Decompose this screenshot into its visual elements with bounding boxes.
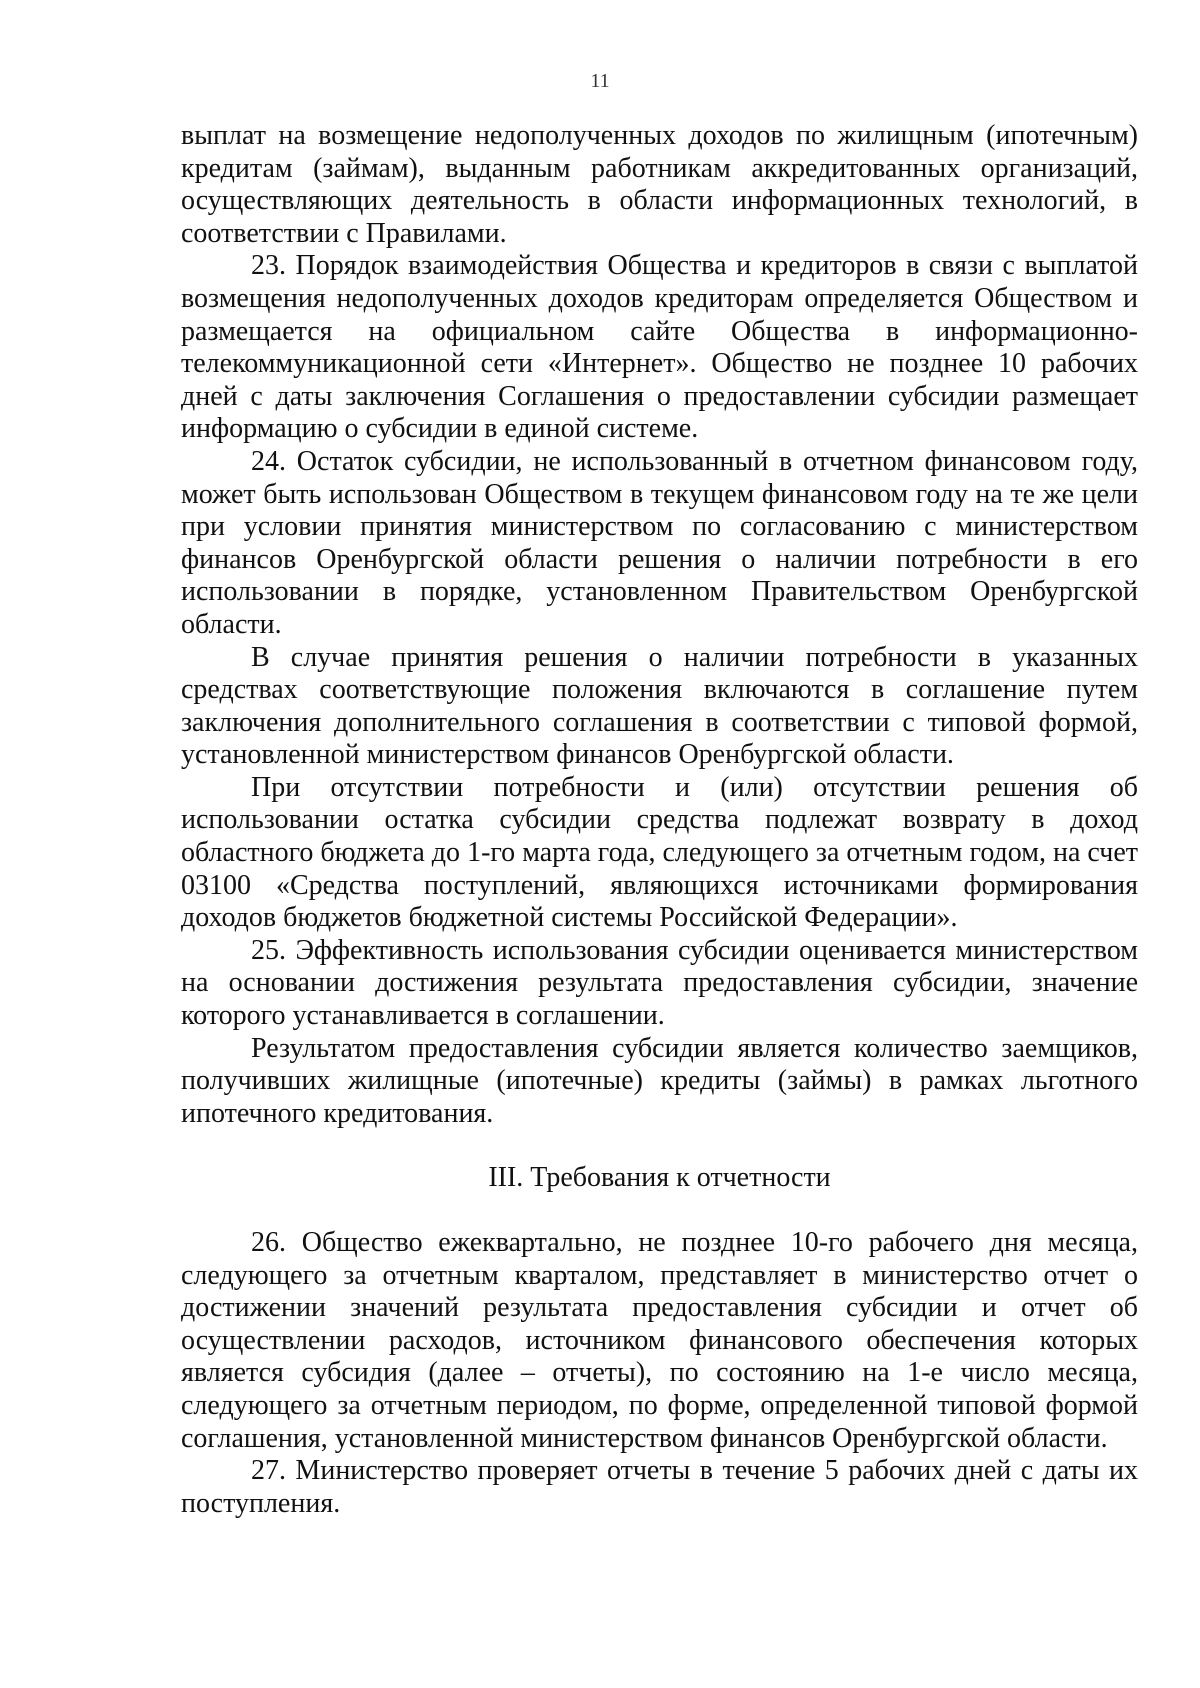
section-heading: III. Требования к отчетности	[488, 1162, 831, 1194]
paragraph-24-return: При отсутствии потребности и (или) отсутствии решения об использовании остатка субсидии средства подлежат возврату в доход областного бюджета до 1-го марта года, следующего за отчетным годом, на счет 03100 «Средства поступлений, являющихся источниками формирования доходов бюджетов бюджетной системы Российской Федерации».	[181, 771, 1138, 934]
document-body	[181, 120, 1138, 1520]
paragraph-27: 27. Министерство проверяет отчеты в течение 5 рабочих дней с даты их поступления.	[181, 1455, 1138, 1519]
paragraph-25: 25. Эффективность использования субсидии оценивается министерством на основании достижения результата предоставления субсидии, значение которого устанавливается в соглашении.	[181, 934, 1138, 1032]
paragraph-23: 23. Порядок взаимодействия Общества и кредиторов в связи с выплатой возмещения недополученных доходов кредиторам определяется Обществом и размещается на официальном сайте Общества в информационно-телекоммуникационной сети «Интернет». Общество не позднее 10 рабочих дней с даты заключения Соглашения о предоставлении субсидии размещает информацию о субсидии в единой системе.	[181, 250, 1138, 445]
paragraph-25-result: Результатом предоставления субсидии является количество заемщиков, получивших жилищные (ипотечные) кредиты (займы) в рамках льготного ипотечного кредитования.	[181, 1032, 1138, 1129]
paragraph-continuation: выплат на возмещение недополученных доходов по жилищным (ипотечным) кредитам (займам), выданным работникам аккредитованных организаций, осуществляющих деятельность в области информационных технологий, в соответствии с Правилами.	[181, 120, 1138, 249]
page-number: 11	[590, 70, 610, 92]
paragraph-24-need: В случае принятия решения о наличии потребности в указанных средствах соответствующие положения включаются в соглашение путем заключения дополнительного соглашения в соответствии с типовой формой, установленной министерством финансов Оренбургской области.	[181, 641, 1138, 771]
paragraph-24: 24. Остаток субсидии, не использованный в отчетном финансовом году, может быть использован Обществом в текущем финансовом году на те же цели при условии принятия министерством по согласованию с министерством финансов Оренбургской области решения о наличии потребности в его использовании в порядке, установленном Правительством Оренбургской области.	[181, 445, 1138, 640]
paragraph-26: 26. Общество ежеквартально, не позднее 10-го рабочего дня месяца, следующего за отчетным кварталом, представляет в министерство отчет о достижении значений результата предоставления субсидии и отчет об осуществлении расходов, источником финансового обеспечения которых является субсидия (далее – отчеты), по состоянию на 1-е число месяца, следующего за отчетным периодом, по форме, определенной типовой формой соглашения, установленной министерством финансов Оренбургской области.	[181, 1227, 1138, 1454]
